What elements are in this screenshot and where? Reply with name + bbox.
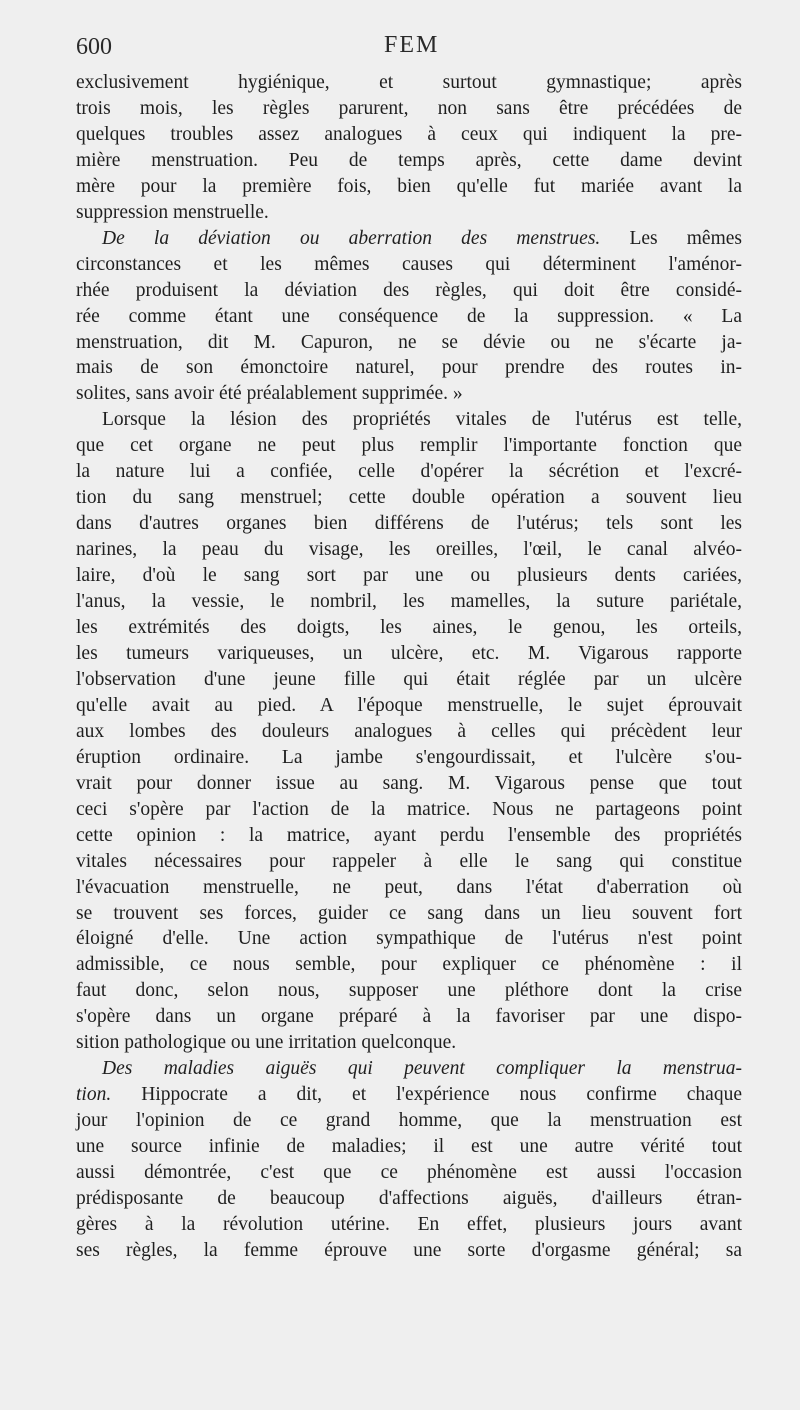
text-line: gères à la révolution utérine. En effet, plusieurs jours avant	[76, 1213, 742, 1235]
text-line: menstruation, dit M. Capuron, ne se dévie ou ne s'écarte ja-	[76, 331, 742, 353]
text-line: ceci s'opère par l'action de la matrice. Nous ne partageons point	[76, 798, 742, 820]
paragraph-deviation	[76, 226, 742, 408]
text-line: prédisposante de beaucoup d'affections aiguës, d'ailleurs étran-	[76, 1187, 742, 1209]
text-line: sition pathologique ou une irritation quelconque.	[76, 1032, 457, 1054]
text-line: tion du sang menstruel; cette double opération a souvent lieu	[76, 487, 742, 509]
text-line: s'opère dans un organe préparé à la favoriser par une dispo-	[76, 1006, 742, 1028]
text-line: solites, sans avoir été préalablement supprimée. »	[76, 383, 463, 405]
text-line: les extrémités des doigts, les aines, le genou, les orteils,	[76, 617, 742, 639]
text-line: ses règles, la femme éprouve une sorte d'orgasme général; sa	[76, 1239, 742, 1261]
page-header	[76, 30, 740, 62]
text-line: Lorsque la lésion des propriétés vitales de l'utérus est telle,	[102, 409, 742, 431]
text-line: suppression menstruelle.	[76, 201, 269, 223]
text-line: mais de son émonctoire naturel, pour prendre des routes in-	[76, 357, 742, 379]
text-line: qu'elle avait au pied. A l'époque menstruelle, le sujet éprouvait	[76, 694, 742, 716]
running-head: FEM	[384, 32, 440, 58]
text-line: se trouvent ses forces, guider ce sang dans un lieu souvent fort	[76, 902, 742, 924]
text-line: rhée produisent la déviation des règles, qui doit être considé-	[76, 279, 742, 301]
text-line: mère pour la première fois, bien qu'elle fut mariée avant la	[76, 175, 742, 197]
text-line: mière menstruation. Peu de temps après, cette dame devint	[76, 149, 742, 171]
text-line: l'observation d'une jeune fille qui était réglée par un ulcère	[76, 668, 742, 690]
paragraph-acute-diseases	[76, 1056, 742, 1264]
text-line	[76, 226, 742, 252]
text-line: dans d'autres organes bien différens de l'utérus; tels sont les	[76, 513, 742, 535]
paragraph-lesion	[76, 407, 742, 1056]
text-fragment: Hippocrate a dit, et l'expérience nous confirme chaque	[111, 1084, 742, 1106]
text-line: admissible, ce nous semble, pour expliquer ce phénomène : il	[76, 954, 742, 976]
text-line: les tumeurs variqueuses, un ulcère, etc. M. Vigarous rapporte	[76, 642, 742, 664]
text-line: une source infinie de maladies; il est une autre vérité tout	[76, 1136, 742, 1158]
text-line: rée comme étant une conséquence de la suppression. « La	[76, 305, 742, 327]
paragraph-continuation	[76, 70, 742, 226]
text-line: aux lombes des douleurs analogues à celles qui précèdent leur	[76, 720, 742, 742]
text-line: vrait pour donner issue au sang. M. Vigarous pense que tout	[76, 772, 742, 794]
page-number: 600	[76, 34, 112, 60]
text-line: aussi démontrée, c'est que ce phénomène est aussi l'occasion	[76, 1162, 742, 1184]
text-line: faut donc, selon nous, supposer une pléthore dont la crise	[76, 980, 742, 1002]
text-line: la nature lui a confiée, celle d'opérer la sécrétion et l'excré-	[76, 461, 742, 483]
section-heading-deviation: De la déviation ou aberration des menstrues.	[102, 227, 601, 249]
text-line: l'anus, la vessie, le nombril, les mamelles, la suture pariétale,	[76, 591, 742, 613]
text-line: éruption ordinaire. La jambe s'engourdissait, et l'ulcère s'ou-	[76, 746, 742, 768]
text-fragment: Les mêmes	[600, 227, 742, 249]
text-line	[76, 1082, 742, 1108]
text-line: jour l'opinion de ce grand homme, que la menstruation est	[76, 1110, 742, 1132]
text-line: cette opinion : la matrice, ayant perdu l'ensemble des propriétés	[76, 824, 742, 846]
text-line: circonstances et les mêmes causes qui déterminent l'aménor-	[76, 253, 742, 275]
text-line: vitales nécessaires pour rappeler à elle le sang qui constitue	[76, 850, 742, 872]
text-line: trois mois, les règles parurent, non sans être précédées de	[76, 97, 742, 119]
text-line: laire, d'où le sang sort par une ou plusieurs dents cariées,	[76, 565, 742, 587]
text-line: l'évacuation menstruelle, ne peut, dans l'état d'aberration où	[76, 876, 742, 898]
text-line: narines, la peau du visage, les oreilles, l'œil, le canal alvéo-	[76, 539, 742, 561]
text-line: éloigné d'elle. Une action sympathique de l'utérus n'est point	[76, 928, 742, 950]
text-line: quelques troubles assez analogues à ceux qui indiquent la pre-	[76, 123, 742, 145]
section-heading-acute-diseases: Des maladies aiguës qui peuvent compliquer la menstrua-	[102, 1058, 742, 1080]
text-line: exclusivement hygiénique, et surtout gymnastique; après	[76, 72, 742, 93]
text-line: que cet organe ne peut plus remplir l'importante fonction que	[76, 435, 742, 457]
body-text	[76, 70, 742, 1264]
section-heading-acute-diseases-end: tion.	[76, 1084, 112, 1106]
